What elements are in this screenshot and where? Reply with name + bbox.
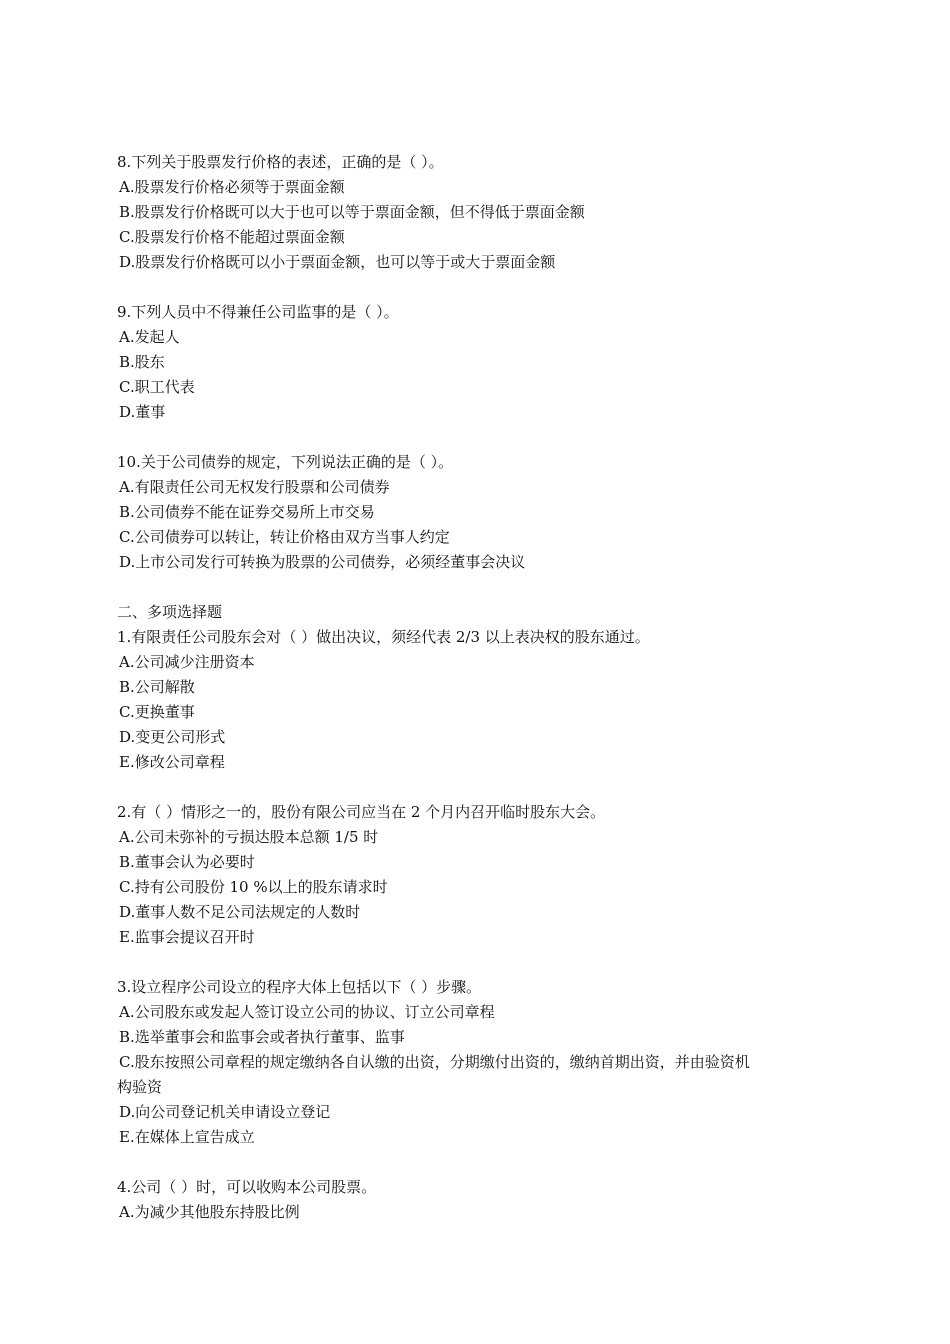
multi-option-3d: D.向公司登记机关申请设立登记 xyxy=(119,1103,331,1121)
multi-option-3e: E.在媒体上宣告成立 xyxy=(119,1128,255,1146)
multi-question-3: 3.设立程序公司设立的程序大体上包括以下（ ）步骤。 xyxy=(117,978,482,996)
multi-option-1e: E.修改公司章程 xyxy=(119,753,225,771)
option-8c: C.股票发行价格不能超过票面金额 xyxy=(119,228,345,246)
multi-option-2c: C.持有公司股份 10 %以上的股东请求时 xyxy=(119,878,388,896)
multi-option-4a: A.为减少其他股东持股比例 xyxy=(119,1203,300,1221)
spacer xyxy=(117,275,837,300)
multi-option-1b: B.公司解散 xyxy=(119,678,195,696)
spacer xyxy=(117,775,837,800)
document-page xyxy=(117,150,837,1225)
multi-option-1d: D.变更公司形式 xyxy=(119,728,226,746)
spacer xyxy=(117,425,837,450)
spacer xyxy=(117,575,837,600)
option-9d: D.董事 xyxy=(119,403,166,421)
spacer xyxy=(117,1150,837,1175)
multi-question-2: 2.有（ ）情形之一的，股份有限公司应当在 2 个月内召开临时股东大会。 xyxy=(117,803,606,821)
option-8a: A.股票发行价格必须等于票面金额 xyxy=(119,178,345,196)
option-9b: B.股东 xyxy=(119,353,165,371)
multi-option-1c: C.更换董事 xyxy=(119,703,195,721)
multi-option-2a: A.公司未弥补的亏损达股本总额 1/5 时 xyxy=(119,828,379,846)
multi-question-4: 4.公司（ ）时，可以收购本公司股票。 xyxy=(117,1178,377,1196)
option-9a: A.发起人 xyxy=(119,328,180,346)
option-8d: D.股票发行价格既可以小于票面金额，也可以等于或大于票面金额 xyxy=(119,253,556,271)
question-9: 9.下列人员中不得兼任公司监事的是（ ）。 xyxy=(117,303,399,321)
option-10c: C.公司债券可以转让，转让价格由双方当事人约定 xyxy=(119,528,450,546)
question-8: 8.下列关于股票发行价格的表述，正确的是（ ）。 xyxy=(117,153,444,171)
multi-option-3c: C.股东按照公司章程的规定缴纳各自认缴的出资，分期缴付出资的，缴纳首期出资，并由验资机 xyxy=(119,1053,750,1071)
multi-option-2e: E.监事会提议召开时 xyxy=(119,928,255,946)
option-10d: D.上市公司发行可转换为股票的公司债券，必须经董事会决议 xyxy=(119,553,526,571)
section-title: 二、多项选择题 xyxy=(117,603,223,621)
option-10b: B.公司债券不能在证券交易所上市交易 xyxy=(119,503,375,521)
multi-option-1a: A.公司减少注册资本 xyxy=(119,653,255,671)
option-9c: C.职工代表 xyxy=(119,378,195,396)
question-10: 10.关于公司债券的规定，下列说法正确的是（ ）。 xyxy=(117,453,454,471)
multi-option-3a: A.公司股东或发起人签订设立公司的协议、订立公司章程 xyxy=(119,1003,495,1021)
multi-option-2d: D.董事人数不足公司法规定的人数时 xyxy=(119,903,361,921)
option-8b: B.股票发行价格既可以大于也可以等于票面金额，但不得低于票面金额 xyxy=(119,203,585,221)
spacer xyxy=(117,950,837,975)
multi-option-2b: B.董事会认为必要时 xyxy=(119,853,255,871)
multi-option-3c-continued: 构验资 xyxy=(117,1078,163,1096)
multi-question-1: 1.有限责任公司股东会对（ ）做出决议，须经代表 2/3 以上表决权的股东通过。 xyxy=(117,628,650,646)
multi-option-3b: B.选举董事会和监事会或者执行董事、监事 xyxy=(119,1028,405,1046)
option-10a: A.有限责任公司无权发行股票和公司债券 xyxy=(119,478,390,496)
